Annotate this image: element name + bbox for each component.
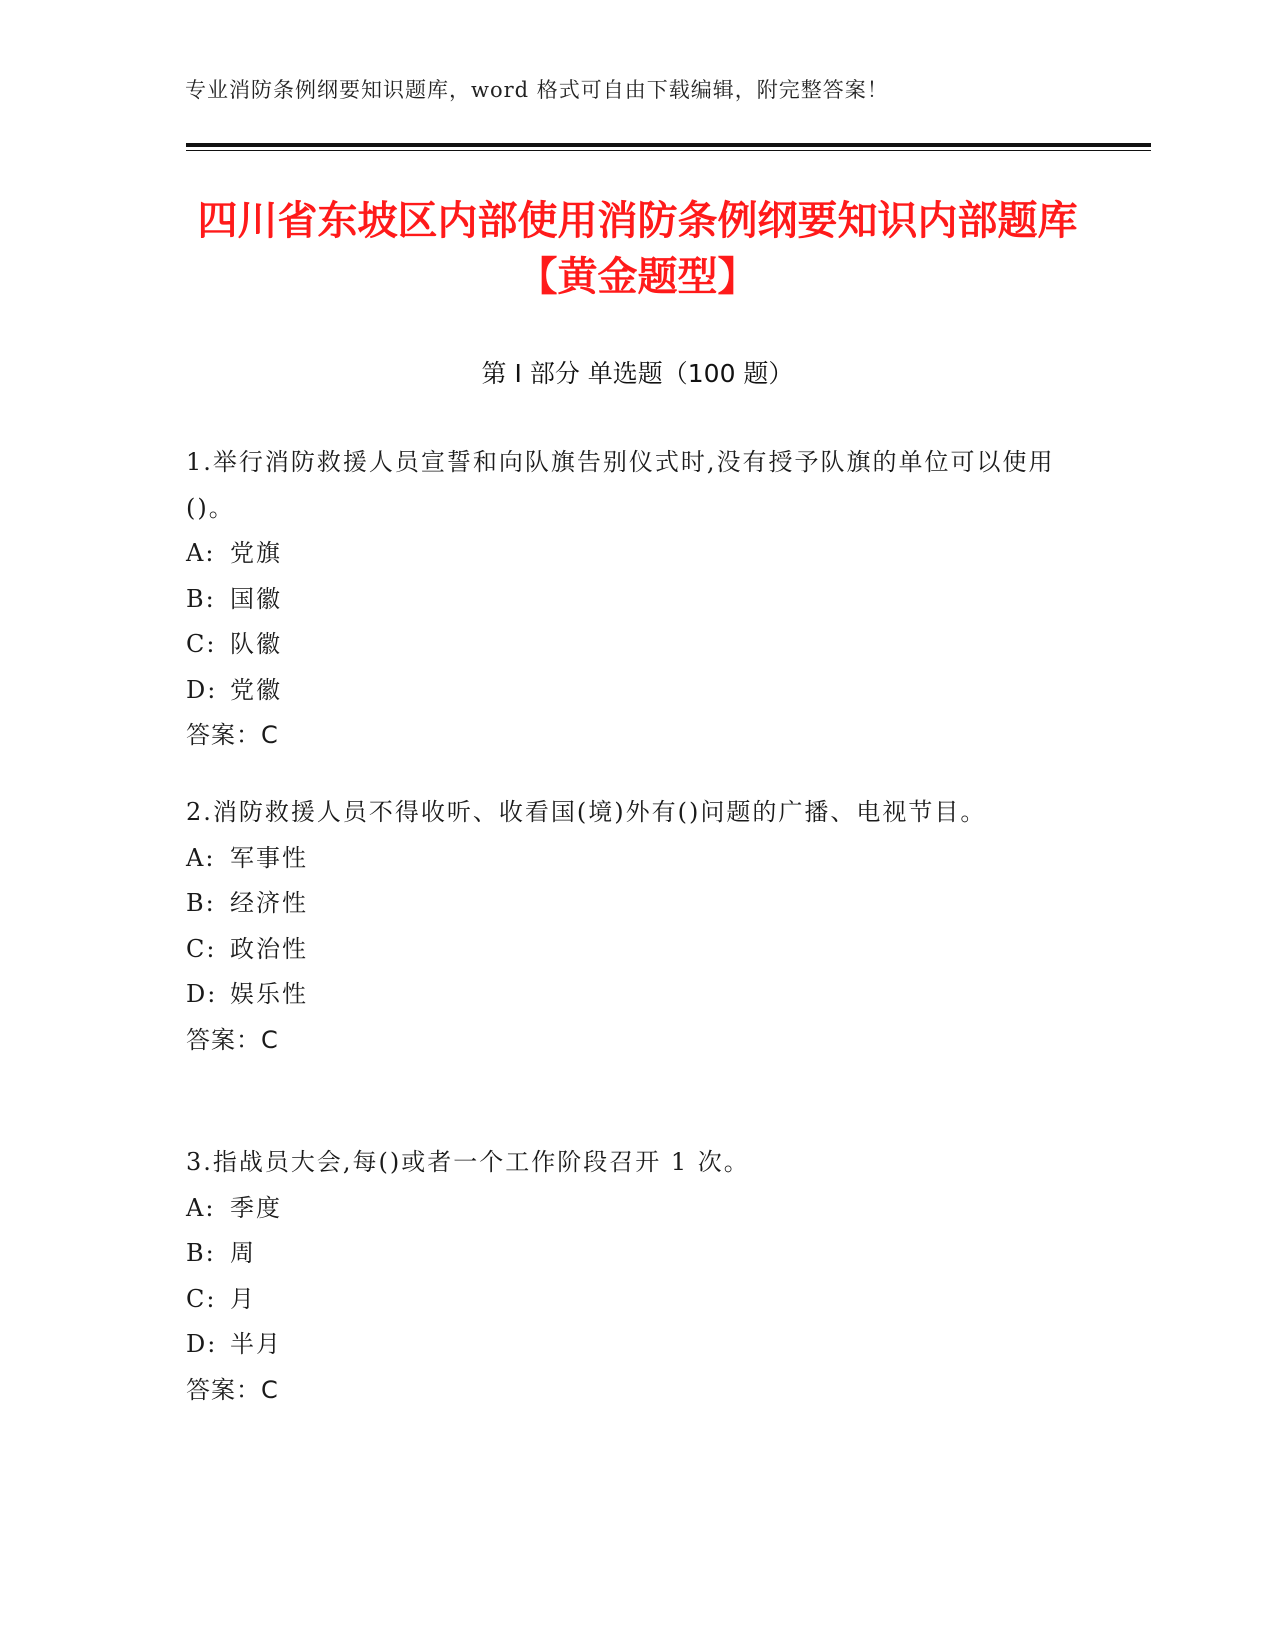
- option-key: D:: [186, 1330, 218, 1358]
- option-d: [186, 1322, 1076, 1368]
- header-note: 专业消防条例纲要知识题库，word 格式可自由下载编辑，附完整答案！: [185, 78, 889, 102]
- option-text: 周: [230, 1239, 256, 1267]
- question-block: [186, 790, 1076, 1063]
- option-b: [186, 577, 1076, 623]
- option-text: 队徽: [230, 630, 282, 658]
- option-key: B:: [186, 889, 216, 917]
- document-title: 四川省东坡区内部使用消防条例纲要知识内部题库【黄金题型】: [197, 198, 1078, 300]
- header-rule-thin: [186, 150, 1151, 151]
- header-rule-thick: [186, 143, 1151, 147]
- option-key: D:: [186, 675, 218, 704]
- option-key: C:: [186, 630, 217, 658]
- answer-line: 答案：C: [186, 721, 279, 749]
- option-text: 经济性: [230, 889, 308, 917]
- section-heading: 第 I 部分 单选题（100 题）: [481, 359, 794, 388]
- option-key: A:: [186, 1193, 216, 1222]
- option-c: [186, 622, 1076, 668]
- question-stem: 3.指战员大会,每()或者一个工作阶段召开 1 次。: [186, 1148, 750, 1176]
- option-text: 军事性: [230, 843, 308, 872]
- question-block: [186, 440, 1076, 759]
- option-key: C:: [186, 1284, 217, 1313]
- option-a: [186, 836, 1076, 882]
- option-text: 半月: [230, 1330, 282, 1358]
- option-text: 党徽: [230, 675, 282, 704]
- option-text: 党旗: [230, 539, 282, 567]
- answer-line: 答案：C: [186, 1375, 279, 1404]
- option-key: B:: [186, 1239, 216, 1267]
- option-key: B:: [186, 584, 216, 613]
- question-stem: 1.举行消防救援人员宣誓和向队旗告别仪式时,没有授予队旗的单位可以使用()。: [186, 448, 1055, 522]
- answer-line: 答案：C: [186, 1025, 279, 1054]
- option-text: 娱乐性: [230, 980, 308, 1008]
- option-key: A:: [186, 539, 216, 567]
- option-key: A:: [186, 843, 216, 872]
- option-a: [186, 1186, 1076, 1232]
- option-d: [186, 668, 1076, 714]
- option-text: 政治性: [230, 934, 308, 963]
- option-b: [186, 881, 1076, 927]
- option-d: [186, 972, 1076, 1018]
- option-a: [186, 531, 1076, 577]
- option-text: 月: [230, 1284, 256, 1313]
- option-b: [186, 1231, 1076, 1277]
- option-key: D:: [186, 980, 218, 1008]
- question-stem: 2.消防救援人员不得收听、收看国(境)外有()问题的广播、电视节目。: [186, 798, 987, 826]
- option-key: C:: [186, 934, 217, 963]
- option-text: 国徽: [230, 584, 282, 613]
- option-c: [186, 927, 1076, 973]
- option-c: [186, 1277, 1076, 1323]
- option-text: 季度: [230, 1193, 282, 1222]
- question-block: [186, 1140, 1076, 1413]
